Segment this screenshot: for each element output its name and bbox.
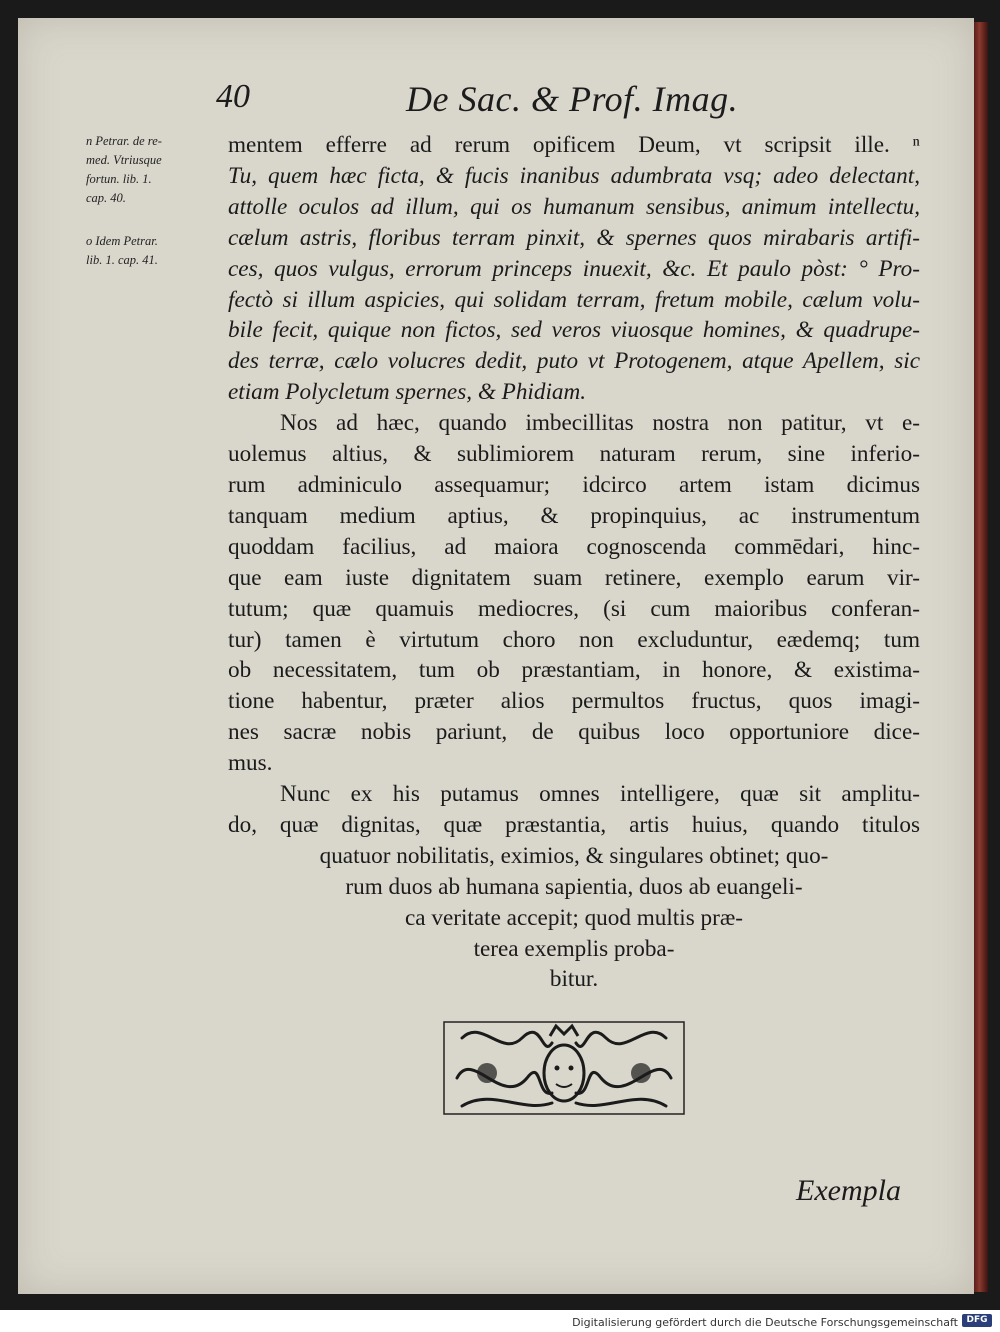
text-line: Tu, quem hæc ficta, & fucis inanibus adumbrata vsq; adeo delectant, — [228, 162, 920, 189]
page-number: 40 — [216, 78, 250, 115]
text-line: tutum; quæ quamuis mediocres, (si cum maioribus conferan- — [228, 595, 920, 622]
text-line-centered: ca veritate accepit; quod multis præ- — [404, 904, 744, 931]
text-line-centered: terea exemplis proba- — [473, 935, 675, 962]
text-line: que eam iuste dignitatem suam retinere, exemplo earum vir- — [228, 564, 920, 591]
text-line: attolle oculos ad illum, qui os humanum sensibus, animum intellectu, — [228, 193, 920, 220]
text-line: nes sacræ nobis pariunt, de quibus loco opportuniore dice- — [228, 719, 920, 746]
text-line: quoddam facilius, ad maiora cognoscenda commēdari, hinc- — [228, 533, 920, 560]
book-page — [18, 18, 974, 1294]
text-line: tanquam medium aptius, & propinquius, ac instrumentum — [228, 502, 920, 529]
margin-note-o — [86, 232, 224, 270]
text-line-centered: quatuor nobilitatis, eximios, & singulares obtinet; quo- — [319, 842, 829, 869]
book-edge — [974, 22, 988, 1292]
text-line-centered: rum duos ab humana sapientia, duos ab euangeli- — [345, 873, 803, 900]
text-line: ob necessitatem, tum ob præstantiam, in honore, & existima- — [228, 657, 920, 684]
text-line: fectò si illum aspicies, qui solidam terram, fretum mobile, cælum volu- — [228, 286, 920, 313]
text-line-centered: bitur. — [549, 966, 599, 993]
footer-bar — [0, 1310, 1000, 1332]
text-line: cælum astris, floribus terram pinxit, & spernes quos mirabaris artifi- — [228, 224, 920, 251]
text-line: bile fecit, quique non fictos, sed veros viuosque homines, & quadrupe- — [228, 317, 920, 344]
margin-note-n — [86, 132, 224, 208]
page-header — [18, 78, 974, 128]
paragraph-start: Nunc ex his putamus omnes intelligere, quæ sit amplitu- — [280, 781, 920, 808]
catchword: Exempla — [796, 1174, 901, 1207]
margin-note-line: med. Vtriusque — [86, 153, 162, 167]
text-line: etiam Polycletum spernes, & Phidiam. — [228, 379, 587, 406]
running-title: De Sac. & Prof. Imag. — [406, 79, 739, 119]
margin-note-line: lib. 1. cap. 41. — [86, 253, 158, 267]
dfg-logo-icon: DFG — [962, 1314, 992, 1327]
text-line: mentem efferre ad rerum opificem Deum, vt scripsit ille. ⁿ — [228, 132, 920, 158]
text-line: uolemus altius, & sublimiorem naturam rerum, sine inferio- — [228, 441, 920, 468]
margin-note-line: fortun. lib. 1. — [86, 172, 152, 186]
text-line: tione habentur, præter alios permultos fructus, quos imagi- — [228, 688, 920, 715]
text-line: do, quæ dignitas, quæ præstantia, artis huius, quando titulos — [228, 811, 920, 838]
margin-note-line: o Idem Petrar. — [86, 234, 158, 248]
text-line: rum adminiculo assequamur; idcirco artem istam dicimus — [228, 471, 920, 498]
text-line: mus. — [228, 750, 273, 777]
paragraph-start: Nos ad hæc, quando imbecillitas nostra non patitur, vt e- — [280, 410, 920, 437]
text-line: tur) tamen è virtutum choro non excluduntur, eædemq; tum — [228, 626, 920, 653]
margin-note-line: cap. 40. — [86, 191, 126, 205]
margin-notes — [86, 132, 224, 294]
text-line: ces, quos vulgus, errorum princeps inuexit, &c. Et paulo pòst: ° Pro- — [228, 255, 920, 282]
text-line: des terræ, cælo volucres dedit, puto vt Protogenem, atque Apellem, sic — [228, 348, 920, 375]
margin-note-line: n Petrar. de re- — [86, 134, 162, 148]
body-text — [228, 130, 920, 995]
ornament-icon — [442, 1018, 686, 1118]
funding-credit: Digitalisierung gefördert durch die Deutsche Forschungsgemeinschaft — [572, 1316, 958, 1329]
